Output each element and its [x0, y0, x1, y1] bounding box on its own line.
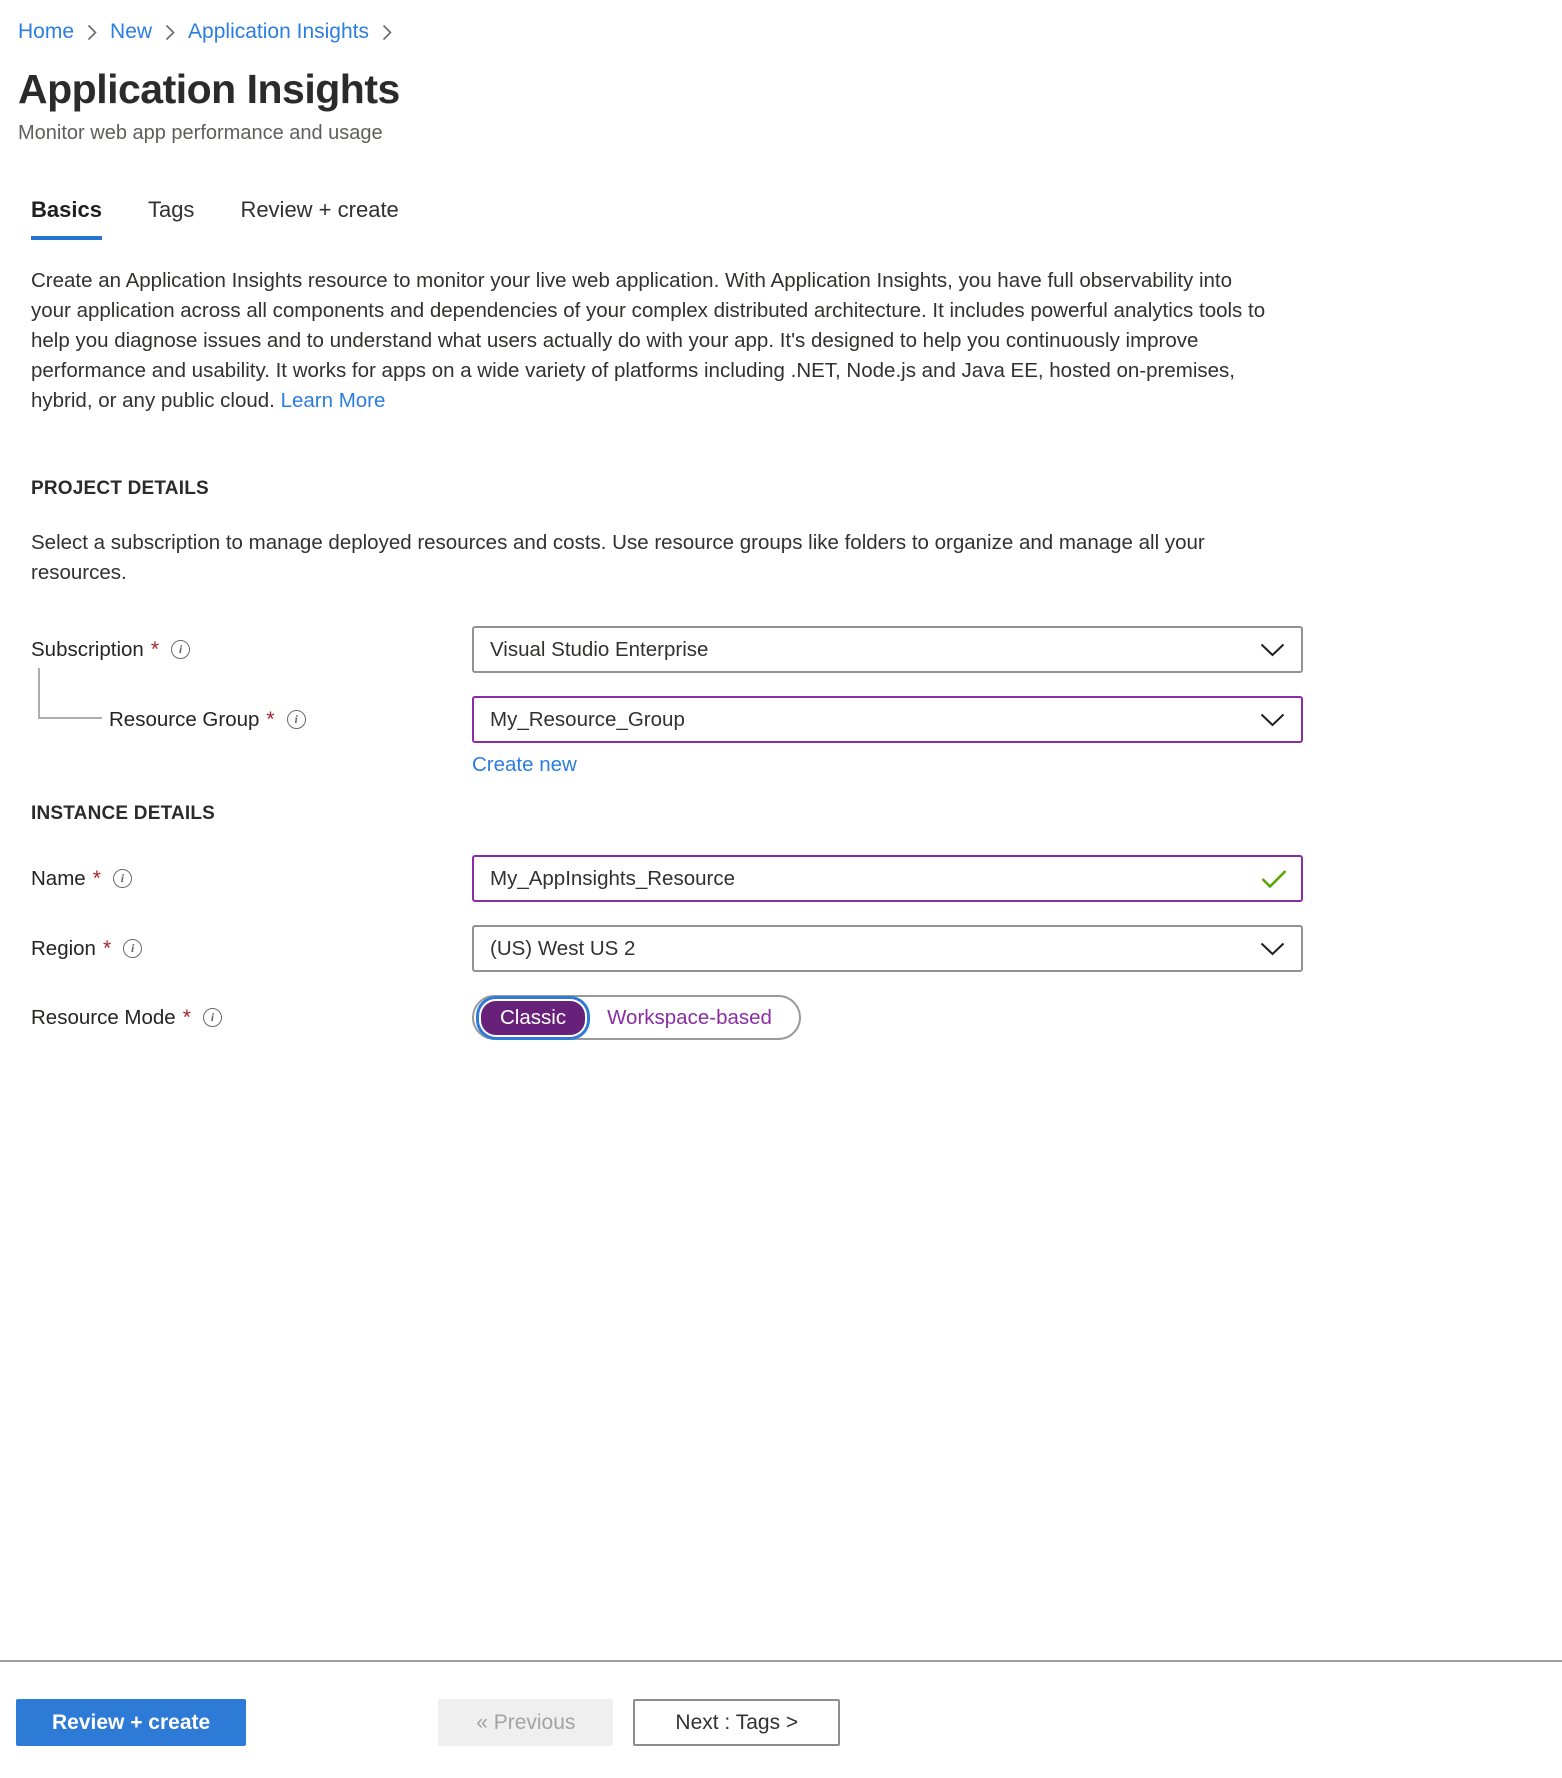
resource-mode-label: Resource Mode	[31, 1005, 176, 1029]
region-label-group	[31, 937, 472, 961]
resource-group-label: Resource Group	[109, 707, 260, 731]
breadcrumb-link-new[interactable]: New	[110, 20, 153, 43]
subscription-dropdown[interactable]	[472, 626, 1303, 673]
resource-mode-option-classic[interactable]: Classic	[479, 999, 587, 1037]
chevron-right-icon	[382, 24, 392, 41]
review-create-button[interactable]: Review + create	[16, 1699, 246, 1746]
page-header	[0, 0, 1562, 145]
chevron-down-icon	[1260, 713, 1285, 727]
tab-tags[interactable]: Tags	[147, 197, 195, 222]
required-asterisk: *	[92, 866, 101, 890]
name-row	[31, 855, 1303, 902]
subscription-label: Subscription	[31, 637, 144, 661]
info-icon[interactable]: i	[171, 640, 190, 659]
chevron-right-icon	[87, 24, 97, 41]
chevron-down-icon	[1260, 643, 1285, 657]
footer-divider	[0, 1660, 1562, 1662]
required-asterisk: *	[182, 1005, 191, 1029]
page-subtitle: Monitor web app performance and usage	[18, 122, 383, 144]
info-icon[interactable]: i	[113, 869, 132, 888]
resource-group-value: My_Resource_Group	[490, 707, 685, 731]
resource-mode-row	[31, 995, 1303, 1040]
valid-check-icon	[1261, 869, 1287, 888]
info-icon[interactable]: i	[123, 939, 142, 958]
create-new-row	[472, 753, 1303, 777]
resource-group-dropdown[interactable]	[472, 696, 1303, 743]
resource-mode-toggle	[472, 995, 801, 1040]
resource-mode-option-workspace-based[interactable]: Workspace-based	[607, 1005, 772, 1029]
subscription-label-group	[31, 638, 472, 662]
basics-form	[31, 626, 1303, 1040]
subscription-value: Visual Studio Enterprise	[490, 637, 709, 661]
breadcrumb-link-application-insights[interactable]: Application Insights	[188, 20, 369, 43]
footer-buttons	[16, 1699, 840, 1746]
resource-group-row	[31, 696, 1303, 743]
region-value: (US) West US 2	[490, 936, 636, 960]
region-dropdown[interactable]	[472, 925, 1303, 972]
page-title: Application Insights	[18, 66, 400, 112]
hierarchy-connector-line	[38, 668, 102, 719]
learn-more-link[interactable]: Learn More	[280, 389, 386, 412]
resource-mode-label-group	[31, 1006, 472, 1030]
name-label: Name	[31, 866, 86, 890]
subscription-row	[31, 626, 1303, 673]
required-asterisk: *	[102, 936, 112, 960]
region-row	[31, 925, 1303, 972]
create-new-link[interactable]: Create new	[472, 753, 577, 776]
project-details-description: Select a subscription to manage deployed resources and costs. Use resource groups like folders to organize and manage all your resources.	[31, 531, 1205, 584]
region-label: Region	[31, 936, 96, 960]
tab-review-create[interactable]: Review + create	[240, 197, 399, 222]
next-tags-button[interactable]: Next : Tags >	[633, 1699, 840, 1746]
required-asterisk: *	[266, 707, 275, 731]
intro-text: Create an Application Insights resource to monitor your live web application. With Application Insights, you have full observability into your application across all components and dependencies of your complex distributed architecture. It includes powerful analytics tools to help you diagnose issues and to understand what users actually do with your app. It's designed to help you continuously improve performance and usability. It works for apps on a wide variety of platforms including .NET, Node.js and Java EE, hosted on-premises, hybrid, or any public cloud.	[31, 269, 1266, 412]
tab-bar	[31, 197, 1562, 240]
info-icon[interactable]: i	[203, 1008, 222, 1027]
chevron-right-icon	[165, 24, 175, 41]
previous-button[interactable]: « Previous	[438, 1699, 613, 1746]
required-asterisk: *	[150, 637, 159, 661]
name-label-group	[31, 867, 472, 891]
breadcrumb	[18, 20, 1562, 44]
intro-paragraph	[31, 266, 1266, 416]
info-icon[interactable]: i	[287, 710, 306, 729]
project-details-heading: PROJECT DETAILS	[31, 478, 209, 499]
chevron-down-icon	[1260, 942, 1285, 956]
name-input[interactable]	[472, 855, 1303, 902]
breadcrumb-link-home[interactable]: Home	[18, 20, 75, 43]
tab-basics[interactable]: Basics	[31, 197, 102, 240]
instance-details-heading: INSTANCE DETAILS	[31, 803, 216, 824]
